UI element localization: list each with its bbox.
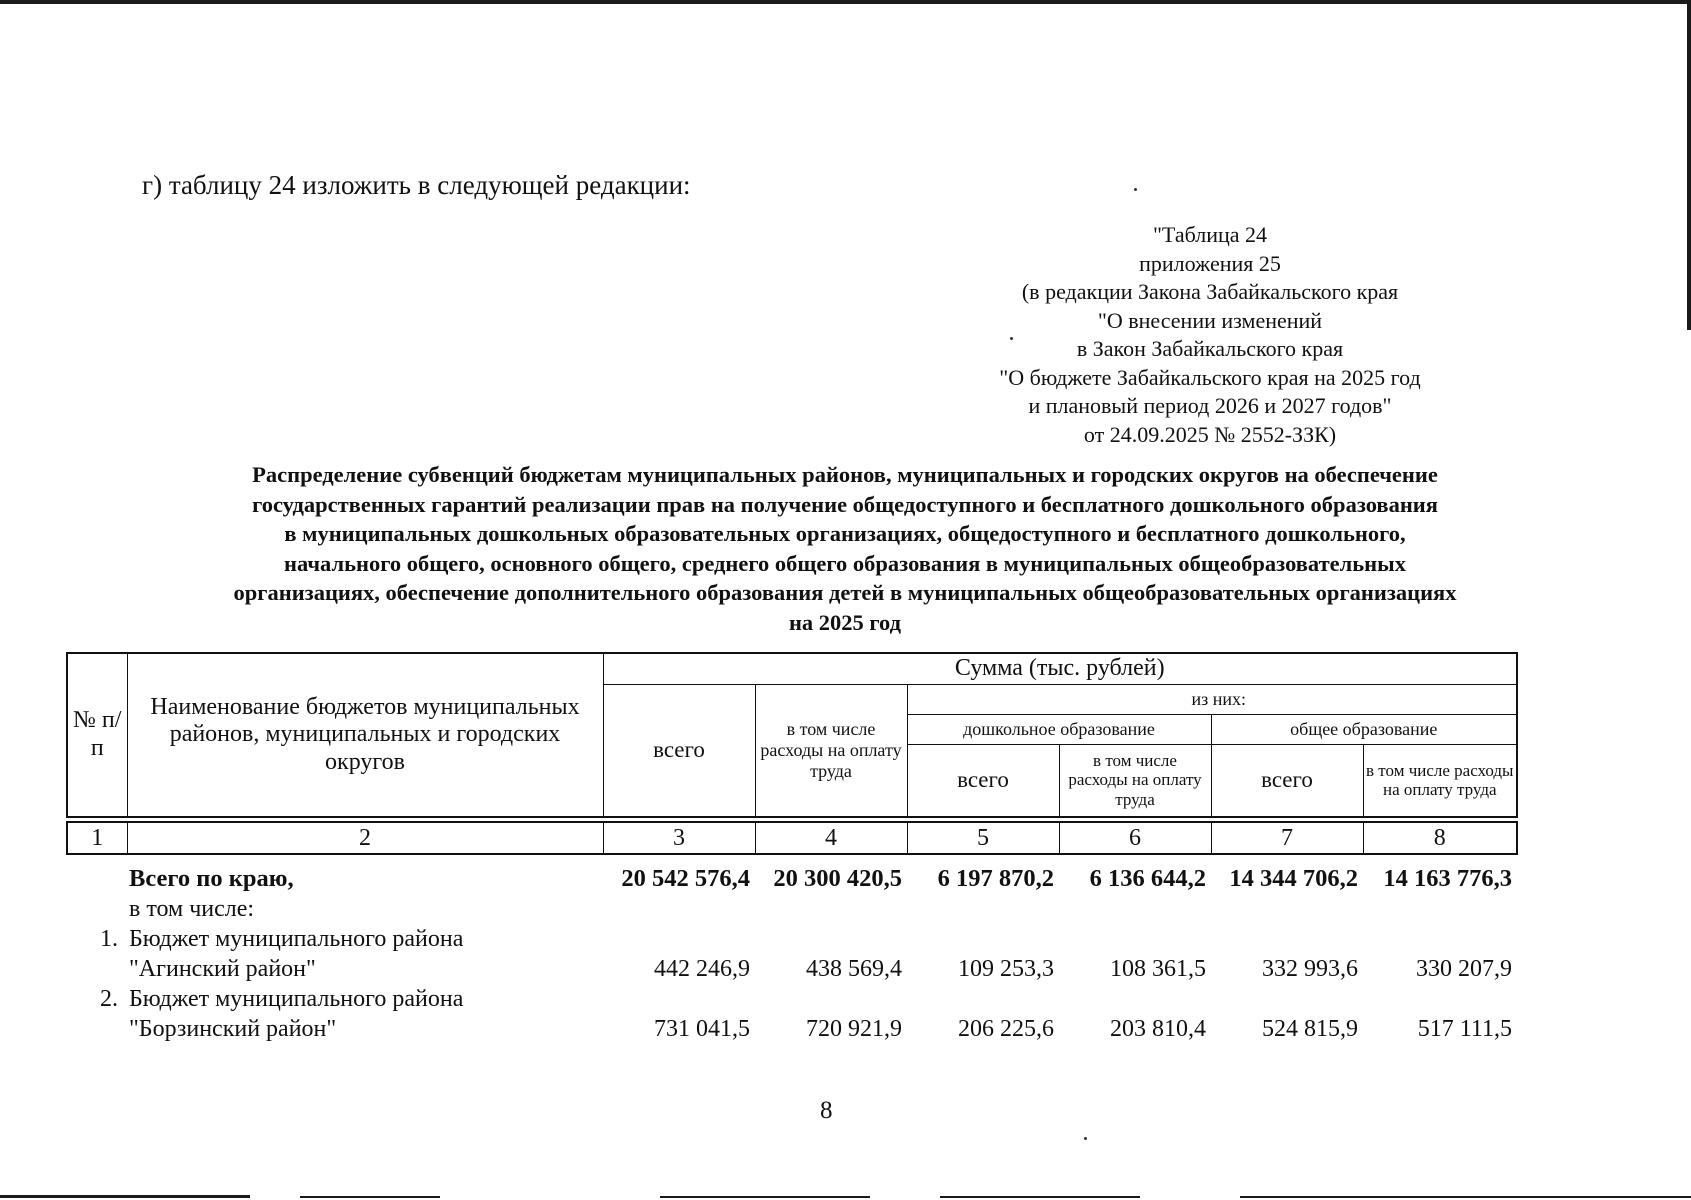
- row-name-line2: "Борзинский район": [129, 1016, 337, 1042]
- row-value: 731 041,5: [654, 1016, 750, 1042]
- column-number: 2: [127, 822, 603, 854]
- total-value: 6 197 870,2: [937, 865, 1054, 892]
- title-line: начального общего, основного общего, среднего общего образования в муниципальных общеобразовательных: [284, 550, 1406, 576]
- column-numbers-row: [66, 821, 1518, 855]
- header-general-labor: в том числе расходы на оплату труда: [1363, 744, 1517, 817]
- title-line: государственных гарантий реализации прав на получение общедоступного и бесплатного дошкольного образования: [252, 491, 1438, 517]
- header-total: всего: [603, 684, 755, 817]
- header-name: Наименование бюджетов муниципальных районов, муниципальных и городских округов: [127, 653, 603, 817]
- row-name-line2: "Агинский район": [129, 956, 316, 982]
- heading-line: "О внесении изменений: [1097, 307, 1323, 333]
- scan-edge-bottom-2: [300, 1196, 440, 1198]
- intro-text: г) таблицу 24 изложить в следующей редакции:: [142, 170, 691, 200]
- heading-line: "Таблица 24: [1152, 222, 1268, 247]
- column-number: 7: [1211, 822, 1363, 854]
- document-title: [60, 460, 1630, 637]
- title-line: Распределение субвенций бюджетам муниципальных районов, муниципальных и городских округов на обеспечение: [252, 462, 1438, 487]
- table-row-total: [66, 856, 1516, 894]
- scan-edge-bottom-4: [940, 1196, 1140, 1198]
- title-line: организациях, обеспечение дополнительного образования детей в муниципальных общеобразовательных организациях: [233, 580, 1457, 605]
- table-heading-block: [960, 221, 1460, 449]
- heading-line: в Закон Забайкальского края: [1076, 336, 1344, 361]
- table-row: [66, 954, 1516, 984]
- total-label: Всего по краю,: [129, 865, 294, 892]
- total-value: 14 163 776,3: [1383, 865, 1512, 892]
- total-value: 20 300 420,5: [773, 865, 902, 892]
- heading-line: от 24.09.2025 № 2552-ЗЗК): [1083, 421, 1337, 447]
- table-header: [66, 652, 1518, 818]
- row-value: 442 246,9: [654, 956, 750, 982]
- title-line: на 2025 год: [788, 609, 902, 635]
- row-value: 108 361,5: [1110, 956, 1206, 982]
- heading-line: (в редакции Закона Забайкальского края: [1021, 279, 1399, 304]
- column-number: 5: [907, 822, 1059, 854]
- header-preschool-labor: в том числе расходы на оплату труда: [1059, 744, 1211, 817]
- scan-edge-right: [1687, 0, 1691, 330]
- row-value: 332 993,6: [1262, 956, 1358, 982]
- row-value: 206 225,6: [958, 1016, 1054, 1042]
- header-general: общее образование: [1211, 714, 1517, 744]
- column-number: 1: [67, 822, 127, 854]
- row-value: 109 253,3: [958, 956, 1054, 982]
- row-number: 2.: [100, 986, 118, 1012]
- table-row: [66, 924, 1516, 954]
- row-value: 203 810,4: [1110, 1016, 1206, 1042]
- total-value: 20 542 576,4: [621, 865, 750, 892]
- header-incl-labor: в том числе расходы на оплату труда: [755, 684, 907, 817]
- heading-line: приложения 25: [1139, 250, 1281, 276]
- row-value: 517 111,5: [1417, 1016, 1512, 1042]
- heading-line: "О бюджете Забайкальского края на 2025 год: [999, 364, 1421, 390]
- column-number: 4: [755, 822, 907, 854]
- including-label: в том числе:: [129, 896, 255, 922]
- scan-edge-top: [0, 0, 1691, 4]
- row-value: 330 207,9: [1416, 956, 1512, 982]
- row-value: 720 921,9: [806, 1016, 902, 1042]
- table-row: [66, 984, 1516, 1014]
- title-line: в муниципальных дошкольных образовательных организациях, общедоступного и бесплатного дошкольного,: [284, 521, 1406, 546]
- page-number: 8: [820, 1097, 833, 1124]
- scan-edge-bottom-5: [1240, 1196, 1691, 1198]
- table-body: [66, 856, 1516, 1044]
- column-number: 8: [1433, 825, 1446, 851]
- header-sum: Сумма (тыс. рублей): [603, 653, 1517, 684]
- row-name-line1: Бюджет муниципального района: [129, 986, 464, 1012]
- scan-edge-bottom-3: [660, 1196, 870, 1198]
- total-value: 14 344 706,2: [1229, 865, 1358, 892]
- row-value: 438 569,4: [806, 956, 902, 982]
- heading-line: и плановый период 2026 и 2027 годов": [1028, 393, 1392, 418]
- scan-speck: [1084, 1137, 1087, 1140]
- row-name-line1: Бюджет муниципального района: [129, 926, 464, 952]
- header-preschool: дошкольное образование: [907, 714, 1211, 744]
- scan-speck: [1134, 188, 1137, 191]
- header-num: № п/п: [67, 653, 127, 817]
- column-number: 3: [603, 822, 755, 854]
- scan-edge-bottom-1: [0, 1195, 250, 1198]
- table-row-including: [66, 894, 1516, 924]
- row-number: 1.: [100, 926, 118, 952]
- row-value: 524 815,9: [1262, 1016, 1358, 1042]
- column-number: 6: [1059, 822, 1211, 854]
- header-preschool-total: всего: [907, 744, 1059, 817]
- table-row: [66, 1014, 1516, 1044]
- header-of-them: из них:: [907, 684, 1517, 714]
- header-general-total: всего: [1211, 744, 1363, 817]
- total-value: 6 136 644,2: [1089, 865, 1206, 892]
